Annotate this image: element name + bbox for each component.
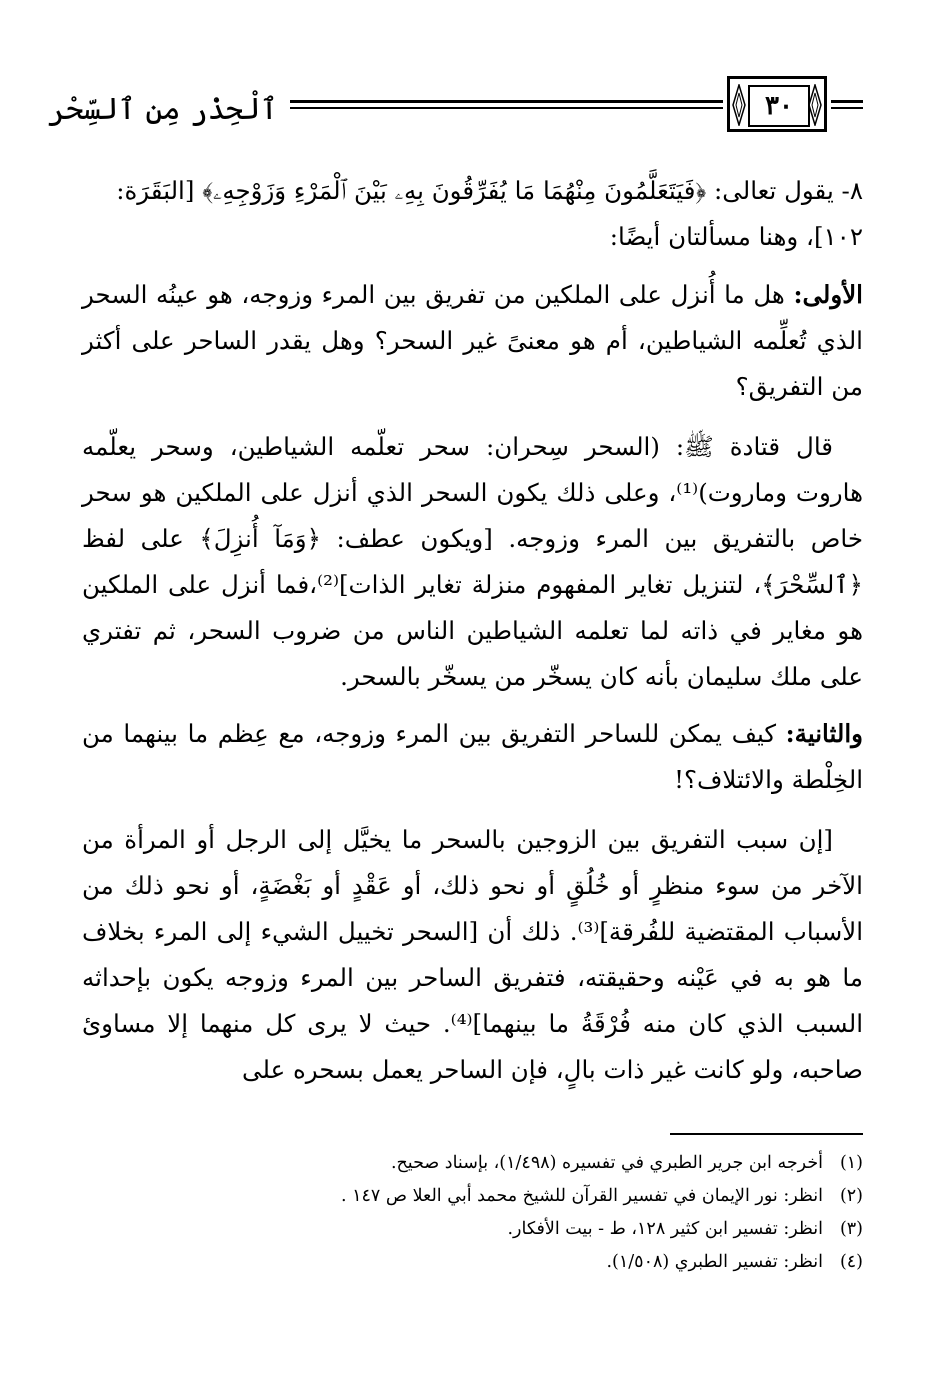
footnote-1 [150,1150,863,1176]
footnote-separator [670,1133,863,1135]
header-rule-left-thin [290,107,723,109]
footnote-4 [150,1249,863,1275]
ornament-left-icon [732,84,746,126]
item-8 [82,168,863,260]
paragraph-qatada [82,424,863,700]
footnote-number: (٤) [839,1252,863,1272]
footnote-number: (٢) [839,1186,863,1206]
answer-text: [إن سبب التفريق بين الزوجين بالسحر ما يخيَّل إلى الرجل أو المرأة من الآخر من سوء منظرٍ أو خُلُقٍ أو نحو ذلك، أو عَقْدٍ أو بَغْضَةٍ، أو نحو ذلك من الأسباب المقتضية للفُرقة]⁽³⁾. ذلك أن [السحر تخييل الشيء إلى المرء بخلاف ما هو به في عَيْنه وحقيقته، فتفريق الساحر بين المرء وزوجه يكون بإحداثه السبب الذي كان منه فُرْقَةُ ما بينهما]⁽⁴⁾. حيث لا يرى كل منهما إلا مساوئ صاحبه، ولو كانت غير ذات بالٍ، فإن الساحر يعمل بسحره على [82,825,864,1084]
ornament-right-icon [808,84,822,126]
first-question-text: هل ما أُنزل على الملكين من تفريق بين المرء وزوجه، هو عينُه السحر الذي تُعلِّمه الشياطين، أم هو معنىً غير السحر؟ وهل يقدر الساحر على أكثر من التفريق؟ [82,280,863,401]
qatada-text: قال قتادة ﷺ: (السحر سِحران: سحر تعلّمه الشياطين، وسحر يعلّمه هاروت وماروت)⁽¹⁾، وعلى ذلك يكون السحر الذي أنزل على الملكين هو سحر خاص بالتفريق بين المرء وزوجه. [ويكون عطف: ﴿وَمَآ أُنزِلَ﴾ على لفظ ﴿ٱلسِّحْرَ﴾، لتنزيل تغاير المفهوم منزلة تغاير الذات]⁽²⁾،فما أنزل على الملكين هو مغاير في ذاته لما تعلمه الشياطين الناس من ضروب السحر، ثم تفتري على ملك سليمان بأنه كان يسخّر من يسخّر بالسحر. [82,432,864,691]
page-number: ٣٠ [748,85,810,127]
footnote-number: (١) [839,1153,863,1173]
header-rule-right-thin [831,107,863,109]
paragraph-first-question [82,272,863,410]
footnote-text: انظر: تفسير ابن كثير ١٢٨، ط - بيت الأفكار. [507,1219,823,1239]
header-rule-left [290,100,723,103]
second-question-label: والثانية: [785,719,863,748]
footnote-text: أخرجه ابن جرير الطبري في تفسيره (١/٤٩٨)، بإسناد صحيح. [390,1153,823,1173]
footnote-text: انظر: تفسير الطبري (١/٥٠٨). [606,1252,823,1272]
footnote-number: (٣) [839,1219,863,1239]
first-question-label: الأولى: [793,280,863,309]
header-rule-right [831,100,863,103]
running-head-title: ٱلْحِذْر مِن ٱلسِّحْر [47,92,278,127]
item-8-line-2: ١٠٢]، وهنا مسألتان أيضًا: [609,222,863,251]
footnote-3 [150,1216,863,1242]
paragraph-second-question [82,711,863,803]
paragraph-answer [82,817,863,1093]
footnote-text: انظر: نور الإيمان في تفسير القرآن للشيخ محمد أبي العلا ص ١٤٧ . [340,1186,823,1206]
footnote-2 [150,1183,863,1209]
page-number-frame [727,76,827,132]
second-question-text: كيف يمكن للساحر التفريق بين المرء وزوجه، مع عِظم ما بينهما من الخِلْطة والائتلاف؟! [82,719,863,794]
item-8-line-1: ٨- يقول تعالى: ﴿فَيَتَعَلَّمُونَ مِنْهُمَا مَا يُفَرِّقُونَ بِهِۦ بَيْنَ ٱلْمَرْءِ وَزَوْجِهِۦ﴾ [البَقَرَة: [116,176,863,205]
